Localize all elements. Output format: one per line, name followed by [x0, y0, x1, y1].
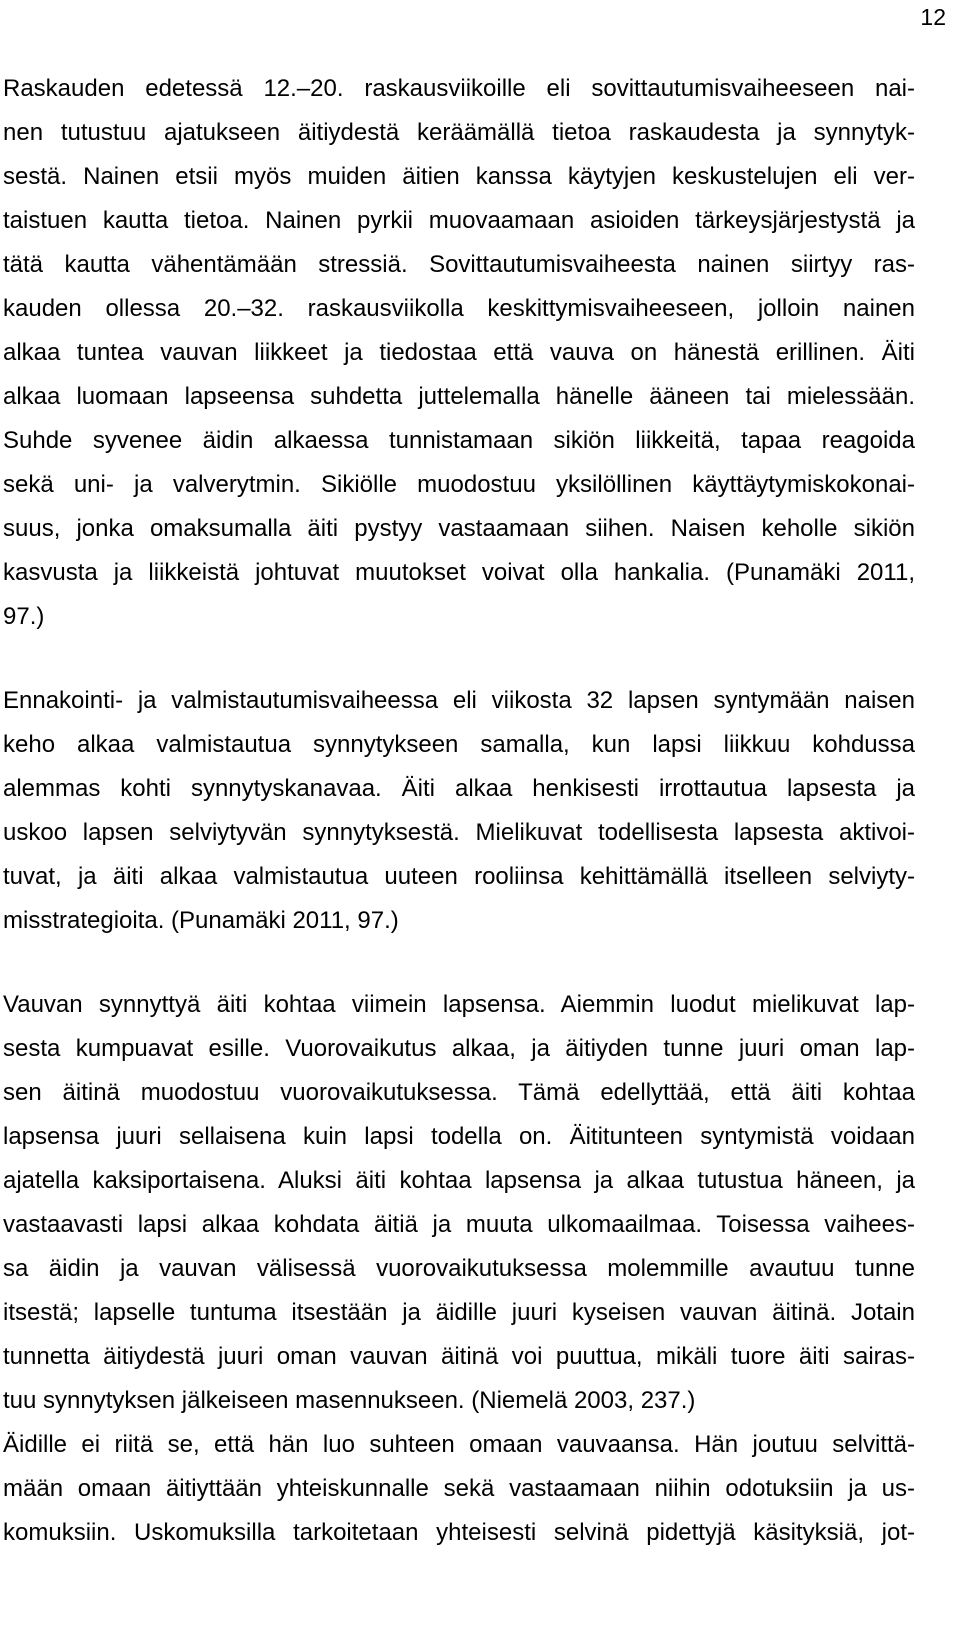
paragraph-gap: [3, 641, 915, 681]
text-line: mään omaan äitiyttään yhteiskunnalle sekä vastaamaan niihin odotuksiin ja us-: [3, 1475, 915, 1502]
text-line: komuksiin. Uskomuksilla tarkoitetaan yhteisesti selvinä pidettyjä käsityksiä, jot-: [3, 1519, 915, 1546]
page-number: 12: [920, 4, 946, 30]
text-line: alkaa luomaan lapseensa suhdetta juttelemalla hänelle ääneen tai mielessään.: [3, 383, 915, 410]
paragraph-after-birth: [3, 985, 915, 1425]
text-line: kauden ollessa 20.–32. raskausviikolla keskittymisvaiheeseen, jolloin nainen: [3, 295, 915, 322]
text-line: kasvusta ja liikkeistä johtuvat muutokset voivat olla hankalia. (Punamäki 2011,: [3, 559, 915, 586]
text-line: tuvat, ja äiti alkaa valmistautua uuteen rooliinsa kehittämällä itselleen selviyty-: [3, 863, 915, 890]
text-line: tuu synnytyksen jälkeiseen masennukseen. (Niemelä 2003, 237.): [3, 1387, 696, 1414]
text-line: vastaavasti lapsi alkaa kohdata äitiä ja muuta ulkomaailmaa. Toisessa vaihees-: [3, 1211, 915, 1238]
text-line: tunnetta äitiydestä juuri oman vauvan äitinä voi puuttua, mikäli tuore äiti sairas-: [3, 1343, 915, 1370]
text-line: Äidille ei riitä se, että hän luo suhteen omaan vauvaansa. Hän joutuu selvittä-: [3, 1431, 915, 1458]
text-line: suus, jonka omaksumalla äiti pystyy vastaamaan siihen. Naisen keholle sikiön: [3, 515, 915, 542]
paragraph-gap: [3, 945, 915, 985]
text-line: Ennakointi- ja valmistautumisvaiheessa eli viikosta 32 lapsen syntymään naisen: [3, 687, 915, 714]
document-body: [3, 69, 915, 1557]
text-line: itsestä; lapselle tuntuma itsestään ja äidille juuri kyseisen vauvan äitinä. Jotain: [3, 1299, 915, 1326]
text-line: alemmas kohti synnytyskanavaa. Äiti alkaa henkisesti irrottautua lapsesta ja: [3, 775, 915, 802]
text-line: uskoo lapsen selviytyvän synnytyksestä. Mielikuvat todellisesta lapsesta aktivoi-: [3, 819, 915, 846]
text-line: keho alkaa valmistautua synnytykseen samalla, kun lapsi liikkuu kohdussa: [3, 731, 915, 758]
text-line: Vauvan synnyttyä äiti kohtaa viimein lapsensa. Aiemmin luodut mielikuvat lap-: [3, 991, 915, 1018]
text-line: Suhde syvenee äidin alkaessa tunnistamaan sikiön liikkeitä, tapaa reagoida: [3, 427, 915, 454]
text-line: sen äitinä muodostuu vuorovaikutuksessa. Tämä edellyttää, että äiti kohtaa: [3, 1079, 915, 1106]
text-line: ajatella kaksiportaisena. Aluksi äiti kohtaa lapsensa ja alkaa tutustua häneen, ja: [3, 1167, 915, 1194]
text-line: sa äidin ja vauvan välisessä vuorovaikutuksessa molemmille avautuu tunne: [3, 1255, 915, 1282]
text-line: 97.): [3, 603, 45, 630]
text-line: tätä kautta vähentämään stressiä. Sovittautumisvaiheesta nainen siirtyy ras-: [3, 251, 915, 278]
text-line: misstrategioita. (Punamäki 2011, 97.): [3, 907, 399, 934]
text-line: nen tutustuu ajatukseen äitiydestä keräämällä tietoa raskaudesta ja synnytyk-: [3, 119, 915, 146]
text-line: taistuen kautta tietoa. Nainen pyrkii muovaamaan asioiden tärkeysjärjestystä ja: [3, 207, 915, 234]
paragraph-preparation-stage: [3, 681, 915, 945]
paragraph-pregnancy-stages: [3, 69, 915, 641]
text-line: lapsensa juuri sellaisena kuin lapsi todella on. Äititunteen syntymistä voidaan: [3, 1123, 915, 1150]
text-line: alkaa tuntea vauvan liikkeet ja tiedostaa että vauva on hänestä erillinen. Äiti: [3, 339, 915, 366]
text-line: sekä uni- ja valverytmin. Sikiölle muodostuu yksilöllinen käyttäytymiskokonai-: [3, 471, 915, 498]
text-line: sestä. Nainen etsii myös muiden äitien kanssa käytyjen keskustelujen eli ver-: [3, 163, 915, 190]
paragraph-motherhood-expectations: [3, 1425, 915, 1557]
text-line: sesta kumpuavat esille. Vuorovaikutus alkaa, ja äitiyden tunne juuri oman lap-: [3, 1035, 915, 1062]
text-line: Raskauden edetessä 12.–20. raskausviikoille eli sovittautumisvaiheeseen nai-: [3, 75, 915, 102]
